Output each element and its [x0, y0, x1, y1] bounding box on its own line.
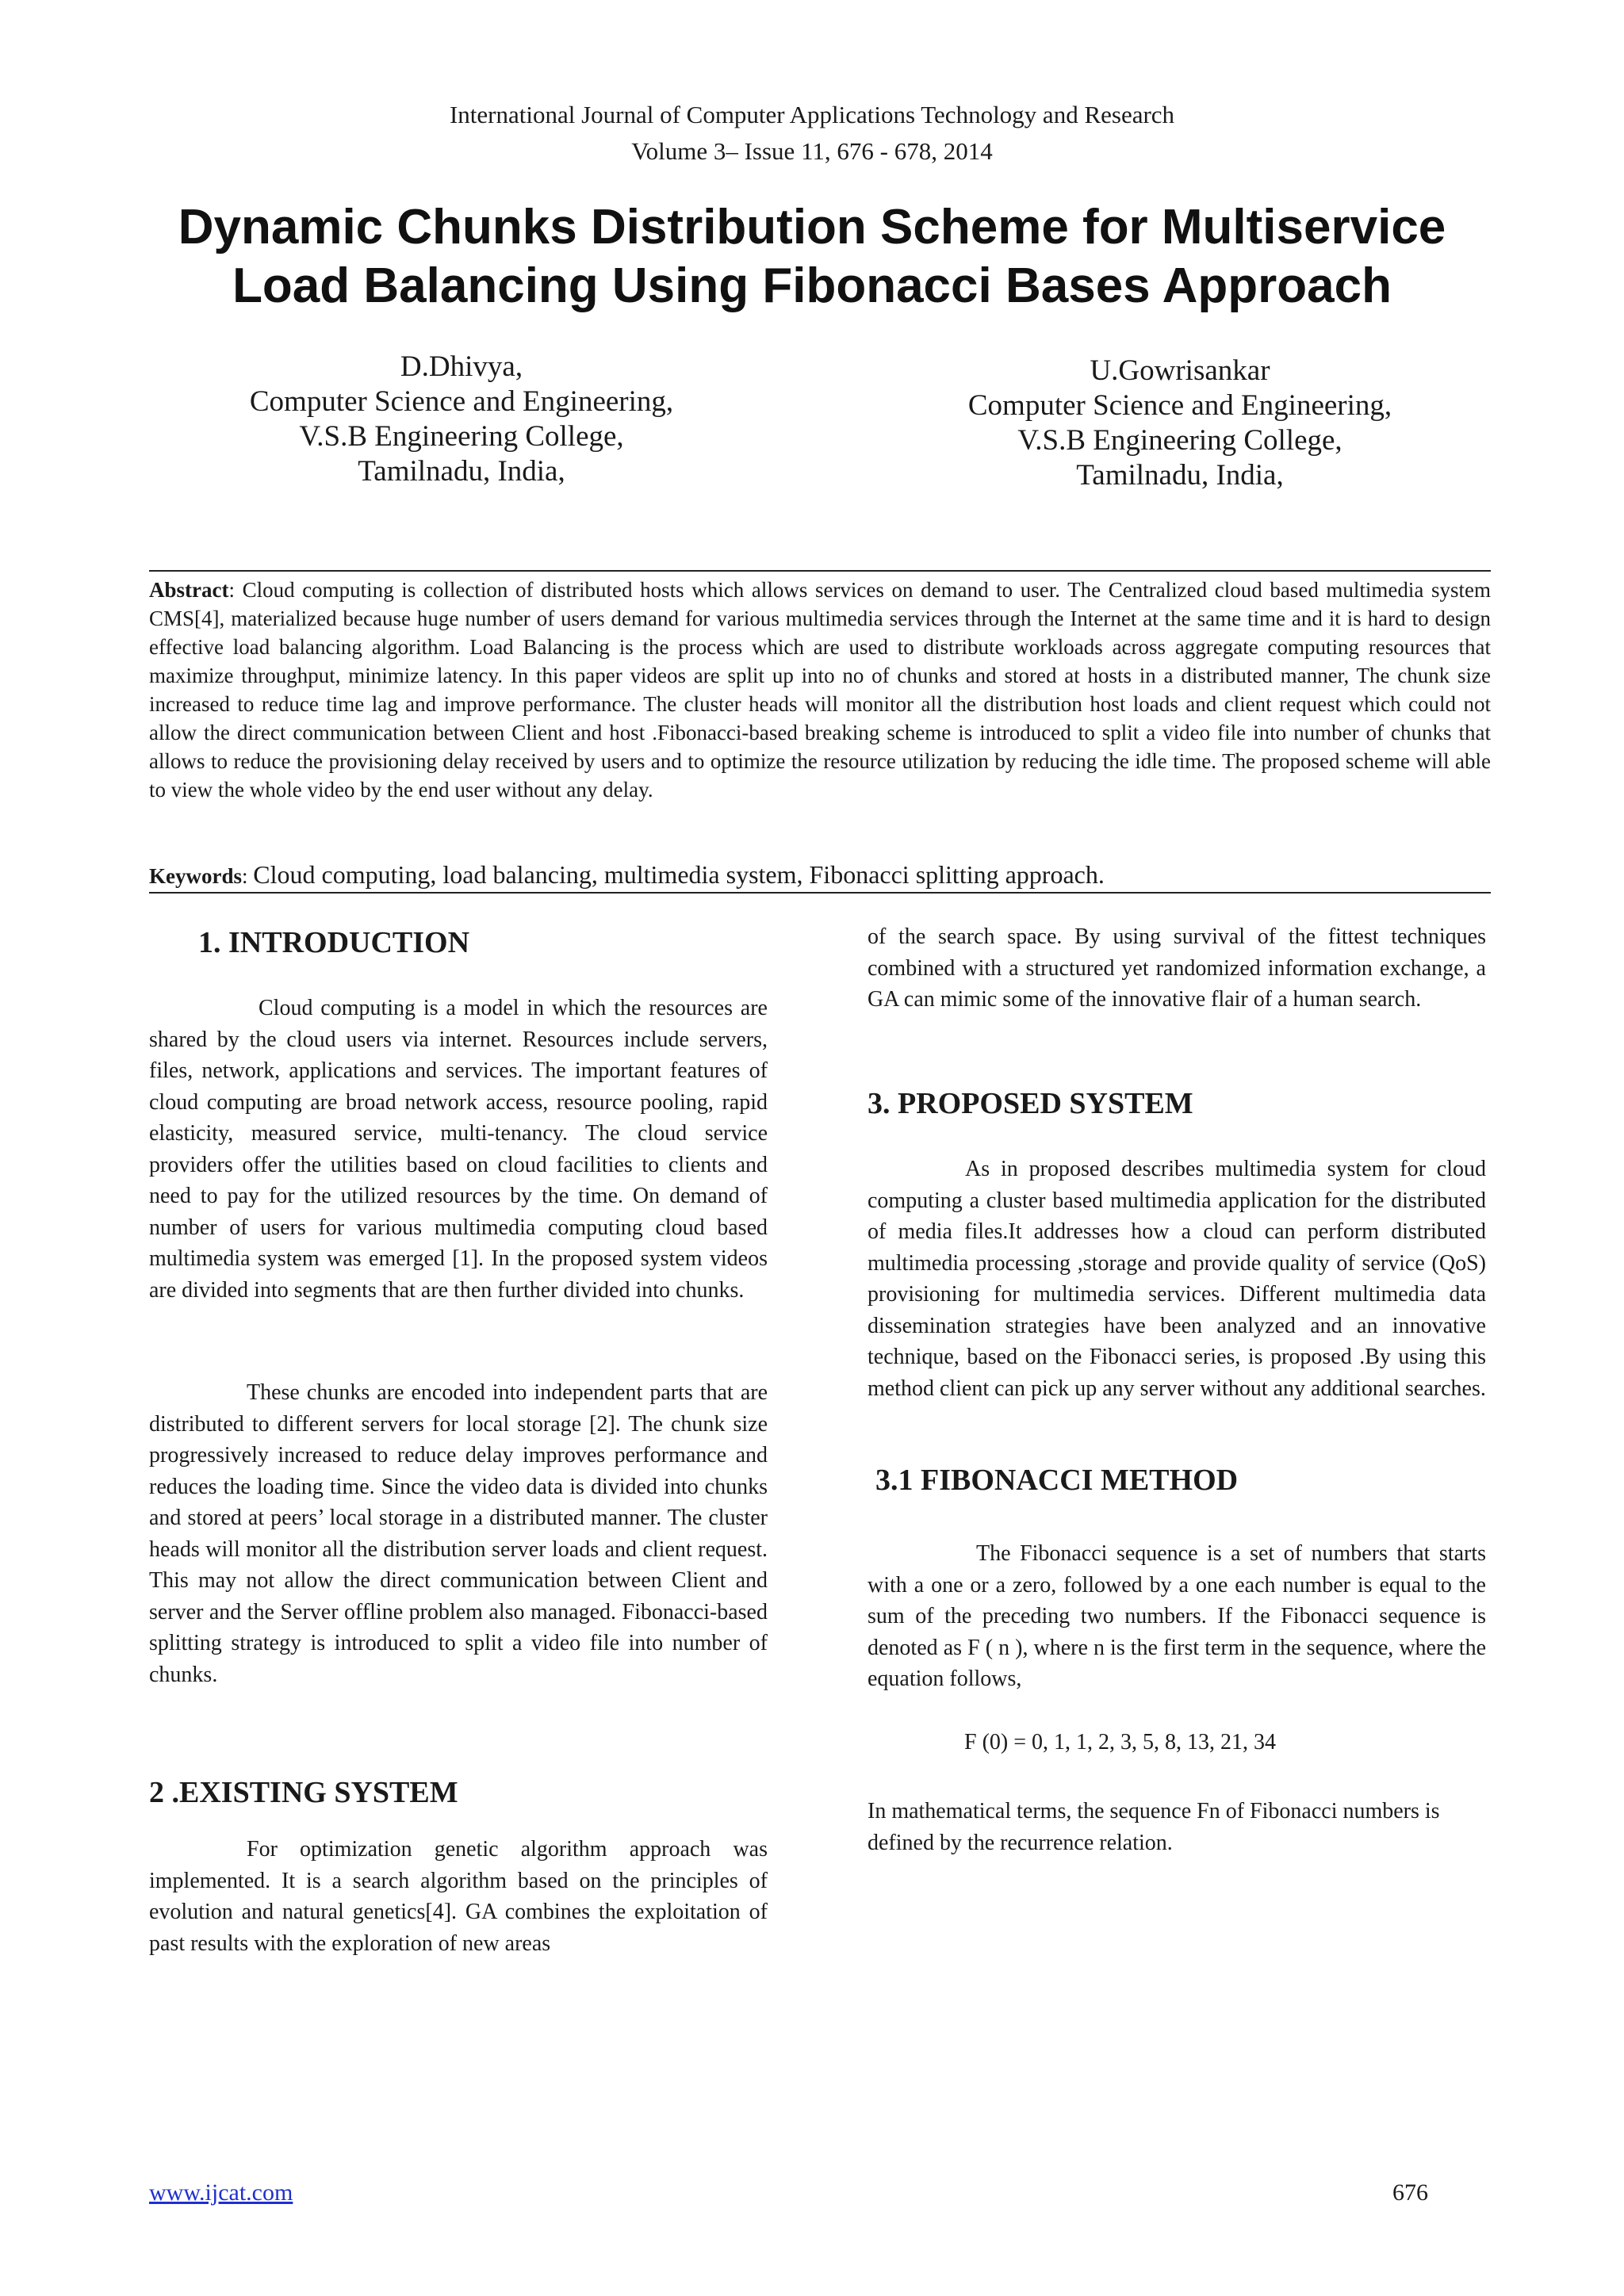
section-heading-proposed-system: 3. PROPOSED SYSTEM — [868, 1087, 1193, 1120]
journal-name: International Journal of Computer Applications Technology and Research — [449, 101, 1175, 128]
existing-paragraph-continued — [868, 921, 1486, 1016]
keywords-label: Keywords — [149, 864, 242, 888]
author-block-1 — [200, 350, 723, 489]
abstract-text: : Cloud computing is collection of distributed hosts which allows services on demand to user. The Centralized cloud based multimedia system CMS[4], materialized because huge number of users demand for various multimedia services through the Internet at the same time and it is hard to design effective load balancing algorithm. Load Balancing is the process which are used to distribute workloads across aggregate computing resources that maximize throughput, minimize latency. In this paper videos are split up into no of chunks and stored at hosts in a distributed manner, The chunk size increased to reduce time lag and improve performance. The cluster heads will monitor all the distribution host loads and client request which could not allow the direct communication between Client and host .Fibonacci-based breaking scheme is introduced to split a video file into number of chunks that allows to reduce the provisioning delay received by users and to optimize the resource utilization by reducing the idle time. The proposed scheme will able to view the whole video by the end user without any delay. — [149, 578, 1491, 802]
section-heading-existing-system: 2 .EXISTING SYSTEM — [149, 1776, 458, 1809]
author-name: U.Gowrisankar — [1090, 354, 1270, 387]
footer-website-link[interactable]: www.ijcat.com — [149, 2179, 293, 2206]
author-name: D.Dhivya, — [400, 350, 523, 383]
proposed-paragraph — [868, 1154, 1486, 1404]
journal-volume: Volume 3– Issue 11, 676 - 678, 2014 — [631, 137, 993, 165]
existing-paragraph — [149, 1834, 768, 1959]
abstract — [149, 576, 1491, 804]
paragraph-text: In mathematical terms, the sequence Fn of Fibonacci numbers is defined by the recurrence relation. — [868, 1799, 1440, 1855]
author-block-2 — [918, 354, 1442, 493]
paragraph-text: As in proposed describes multimedia system for cloud computing a cluster based multimedia application for the distributed of media files.It addresses how a cloud can perform distributed multimedia processing ,storage and provide quality of service (QoS) provisioning for multimedia services. Different multimedia data dissemination strategies have been analyzed and an innovative technique, based on the Fibonacci series, is proposed .By using this method client can pick up any server without any additional searches. — [868, 1157, 1486, 1401]
intro-paragraph-1 — [149, 993, 768, 1306]
intro-paragraph-2 — [149, 1377, 768, 1690]
author-dept: Computer Science and Engineering, — [967, 389, 1392, 422]
page-number: 676 — [1392, 2179, 1428, 2206]
abstract-label: Abstract — [149, 578, 229, 602]
fibonacci-equation: F (0) = 0, 1, 1, 2, 3, 5, 8, 13, 21, 34 — [964, 1730, 1277, 1755]
paragraph-text: For optimization genetic algorithm approach was implemented. It is a search algorithm based on the principles of evolution and natural genetics[4]. GA combines the exploitation of past results with the exploration of new areas — [149, 1837, 768, 1956]
abstract-top-rule — [149, 570, 1491, 572]
fibonacci-paragraph — [868, 1538, 1486, 1695]
author-dept: Computer Science and Engineering, — [249, 385, 674, 418]
author-location: Tamilnadu, India, — [358, 455, 565, 488]
keywords-separator: : — [242, 864, 254, 888]
paper-title-line-1: Dynamic Chunks Distribution Scheme for Multiservice — [178, 200, 1446, 254]
paper-title — [0, 198, 1624, 316]
fibonacci-paragraph-2 — [868, 1796, 1486, 1858]
keywords-text: Cloud computing, load balancing, multimedia system, Fibonacci splitting approach. — [253, 860, 1105, 889]
paper-title-line-2: Load Balancing Using Fibonacci Bases Approach — [232, 258, 1392, 313]
paragraph-text: Cloud computing is a model in which the resources are shared by the cloud users via internet. Resources include servers, files, network, applications and services. The important features of cloud computing are broad network access, resource pooling, rapid elasticity, measured service, multi-tenancy. The cloud service providers offer the utilities based on cloud facilities to clients and need to pay for the utilized resources by the time. On demand of number of users for various multimedia computing cloud based multimedia system was emerged [1]. In the proposed system videos are divided into segments that are then further divided into chunks. — [149, 996, 768, 1303]
author-college: V.S.B Engineering College, — [1017, 424, 1342, 457]
author-location: Tamilnadu, India, — [1076, 459, 1284, 492]
keywords-bottom-rule — [149, 892, 1491, 894]
paragraph-text: These chunks are encoded into independent parts that are distributed to different servers for local storage [2]. The chunk size progressively increased to reduce delay improves performance and reduces the loading time. Since the video data is divided into chunks and stored at peers’ local storage in a distributed manner. The cluster heads will monitor all the distribution server loads and client request. This may not allow the direct communication between Client and server and the Server offline problem also managed. Fibonacci-based splitting strategy is introduced to split a video file into number of chunks. — [149, 1380, 768, 1687]
paragraph-text: of the search space. By using survival of the fittest techniques combined with a structured yet randomized information exchange, a GA can mimic some of the innovative flair of a human search. — [868, 924, 1486, 1012]
author-college: V.S.B Engineering College, — [299, 420, 624, 453]
paragraph-text: The Fibonacci sequence is a set of numbers that starts with a one or a zero, followed by a one each number is equal to the sum of the preceding two numbers. If the Fibonacci sequence is denoted as F ( n ), where n is the first term in the sequence, where the equation follows, — [868, 1541, 1486, 1691]
section-heading-introduction: 1. INTRODUCTION — [198, 926, 470, 959]
keywords — [149, 859, 1491, 892]
section-heading-fibonacci-method: 3.1 FIBONACCI METHOD — [875, 1464, 1239, 1497]
